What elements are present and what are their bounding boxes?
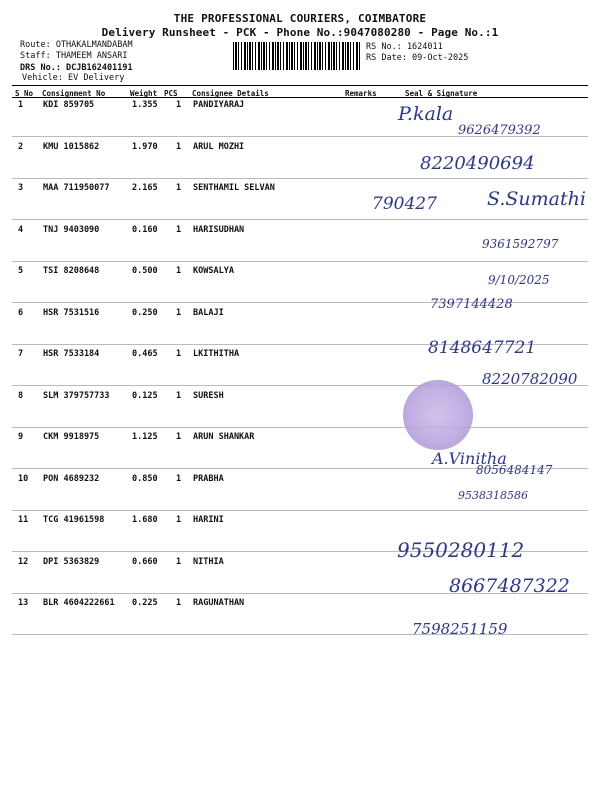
row-consignee: SENTHAMIL SELVAN [193, 183, 275, 193]
row-consignment: HSR 7533184 [43, 349, 100, 359]
signature: 9538318586 [458, 489, 528, 502]
col-sno: S No [15, 89, 34, 98]
row-weight: 0.250 [132, 307, 158, 318]
row-sno: 7 [18, 349, 24, 359]
row-sno: 11 [18, 515, 29, 525]
row-weight: 0.850 [132, 473, 158, 484]
row-pcs: 1 [176, 307, 182, 318]
row-consignee: ARUL MOZHI [193, 141, 245, 152]
row-sno: 10 [18, 473, 29, 484]
row-separator [12, 510, 588, 511]
row-weight: 0.500 [132, 266, 158, 276]
row-sno: 9 [18, 432, 24, 442]
signature: 8056484147 [476, 463, 553, 477]
signature: 8667487322 [449, 575, 570, 597]
company-title: THE PROFESSIONAL COURIERS, COIMBATORE [173, 12, 427, 25]
row-weight: 0.125 [132, 390, 158, 401]
row-consignment: CKM 9918975 [43, 432, 100, 442]
row-pcs: 1 [176, 432, 182, 442]
row-pcs: 1 [176, 224, 182, 235]
signature: 9626479392 [458, 123, 541, 138]
row-consignee: HARISUDHAN [193, 224, 245, 235]
row-consignment: KMU 1015862 [43, 141, 100, 152]
row-weight: 2.165 [132, 183, 158, 193]
row-pcs: 1 [176, 515, 182, 525]
col-consignment: Consignment No [42, 89, 106, 98]
row-pcs: 1 [176, 556, 182, 567]
row-sno: 2 [18, 141, 24, 152]
runsheet-subtitle: Delivery Runsheet - PCK - Phone No.:9047080280 - Page No.:1 [101, 26, 499, 39]
signature: P.kala [398, 103, 454, 125]
row-sno: 13 [18, 598, 29, 608]
row-weight: 0.225 [132, 598, 158, 608]
row-weight: 0.660 [132, 556, 158, 567]
row-weight: 1.355 [132, 100, 158, 110]
signature: 9361592797 [482, 237, 559, 251]
row-consignment: DPI 5363829 [43, 556, 100, 567]
row-separator [12, 178, 588, 179]
row-consignment: HSR 7531516 [43, 307, 100, 318]
row-consignment: TCG 41961598 [43, 515, 105, 525]
row-consignee: NITHIA [193, 556, 224, 567]
signature: S.Sumathi [487, 188, 586, 210]
row-pcs: 1 [176, 390, 182, 401]
row-consignment: SLM 379757733 [43, 390, 110, 401]
seal-stamp [403, 380, 473, 450]
row-consignment: PON 4689232 [43, 473, 100, 484]
row-consignee: LKITHITHA [193, 349, 240, 359]
row-weight: 1.125 [132, 432, 158, 442]
col-seal-signature: Seal & Signature [405, 89, 478, 98]
col-pcs: PCS [164, 89, 178, 98]
staff-label: Staff: THAMEEM ANSARI [20, 51, 128, 61]
row-pcs: 1 [176, 598, 182, 608]
row-consignee: PRABHA [193, 473, 224, 484]
rs-date: RS Date: 09-Oct-2025 [366, 53, 469, 63]
row-sno: 6 [18, 307, 24, 318]
drs-number: DRS No.: DCJB162401191 [20, 63, 133, 73]
row-sno: 3 [18, 183, 24, 193]
row-sno: 4 [18, 224, 24, 235]
signature: 9550280112 [397, 538, 525, 562]
row-weight: 0.160 [132, 224, 158, 235]
row-consignee: SURESH [193, 390, 224, 401]
table-top-rule [12, 85, 588, 86]
row-pcs: 1 [176, 100, 182, 110]
row-consignment: KDI 859705 [43, 100, 95, 110]
row-separator [12, 261, 588, 262]
signature: A.Vinitha [432, 449, 507, 468]
row-consignee: ARUN SHANKAR [193, 432, 255, 442]
header-bottom-rule [12, 97, 588, 98]
row-consignment: TNJ 9403090 [43, 224, 100, 235]
signature: 8220782090 [482, 370, 578, 388]
signature: 790427 [372, 194, 437, 214]
barcode [233, 42, 361, 70]
row-sno: 8 [18, 390, 24, 401]
row-consignment: BLR 4604222661 [43, 598, 115, 608]
row-consignment: TSI 8208648 [43, 266, 100, 276]
row-pcs: 1 [176, 266, 182, 276]
row-sno: 1 [18, 100, 24, 110]
signature: 7397144428 [430, 297, 513, 312]
col-weight: Weight [130, 89, 158, 98]
row-pcs: 1 [176, 473, 182, 484]
vehicle-label: Vehicle: EV Delivery [22, 73, 125, 83]
signature: 8220490694 [420, 153, 535, 174]
row-separator [12, 427, 588, 428]
row-consignee: RAGUNATHAN [193, 598, 245, 608]
row-consignment: MAA 711950077 [43, 183, 110, 193]
col-remarks: Remarks [345, 89, 377, 98]
row-pcs: 1 [176, 349, 182, 359]
signature: 9/10/2025 [488, 273, 550, 287]
row-consignee: BALAJI [193, 307, 224, 318]
route-label: Route: OTHAKALMANDABAM [20, 40, 133, 50]
row-consignee: HARINI [193, 515, 224, 525]
row-consignee: KOWSALYA [193, 266, 234, 276]
row-sno: 12 [18, 556, 29, 567]
signature: 7598251159 [412, 620, 508, 638]
row-pcs: 1 [176, 183, 182, 193]
rs-number: RS No.: 1624011 [366, 42, 443, 52]
row-separator [12, 219, 588, 220]
signature: 8148647721 [428, 338, 537, 358]
row-weight: 1.680 [132, 515, 158, 525]
row-pcs: 1 [176, 141, 182, 152]
row-weight: 0.465 [132, 349, 158, 359]
row-consignee: PANDIYARAJ [193, 100, 245, 110]
row-sno: 5 [18, 266, 24, 276]
row-weight: 1.970 [132, 141, 158, 152]
col-consignee: Consignee Details [192, 89, 269, 98]
